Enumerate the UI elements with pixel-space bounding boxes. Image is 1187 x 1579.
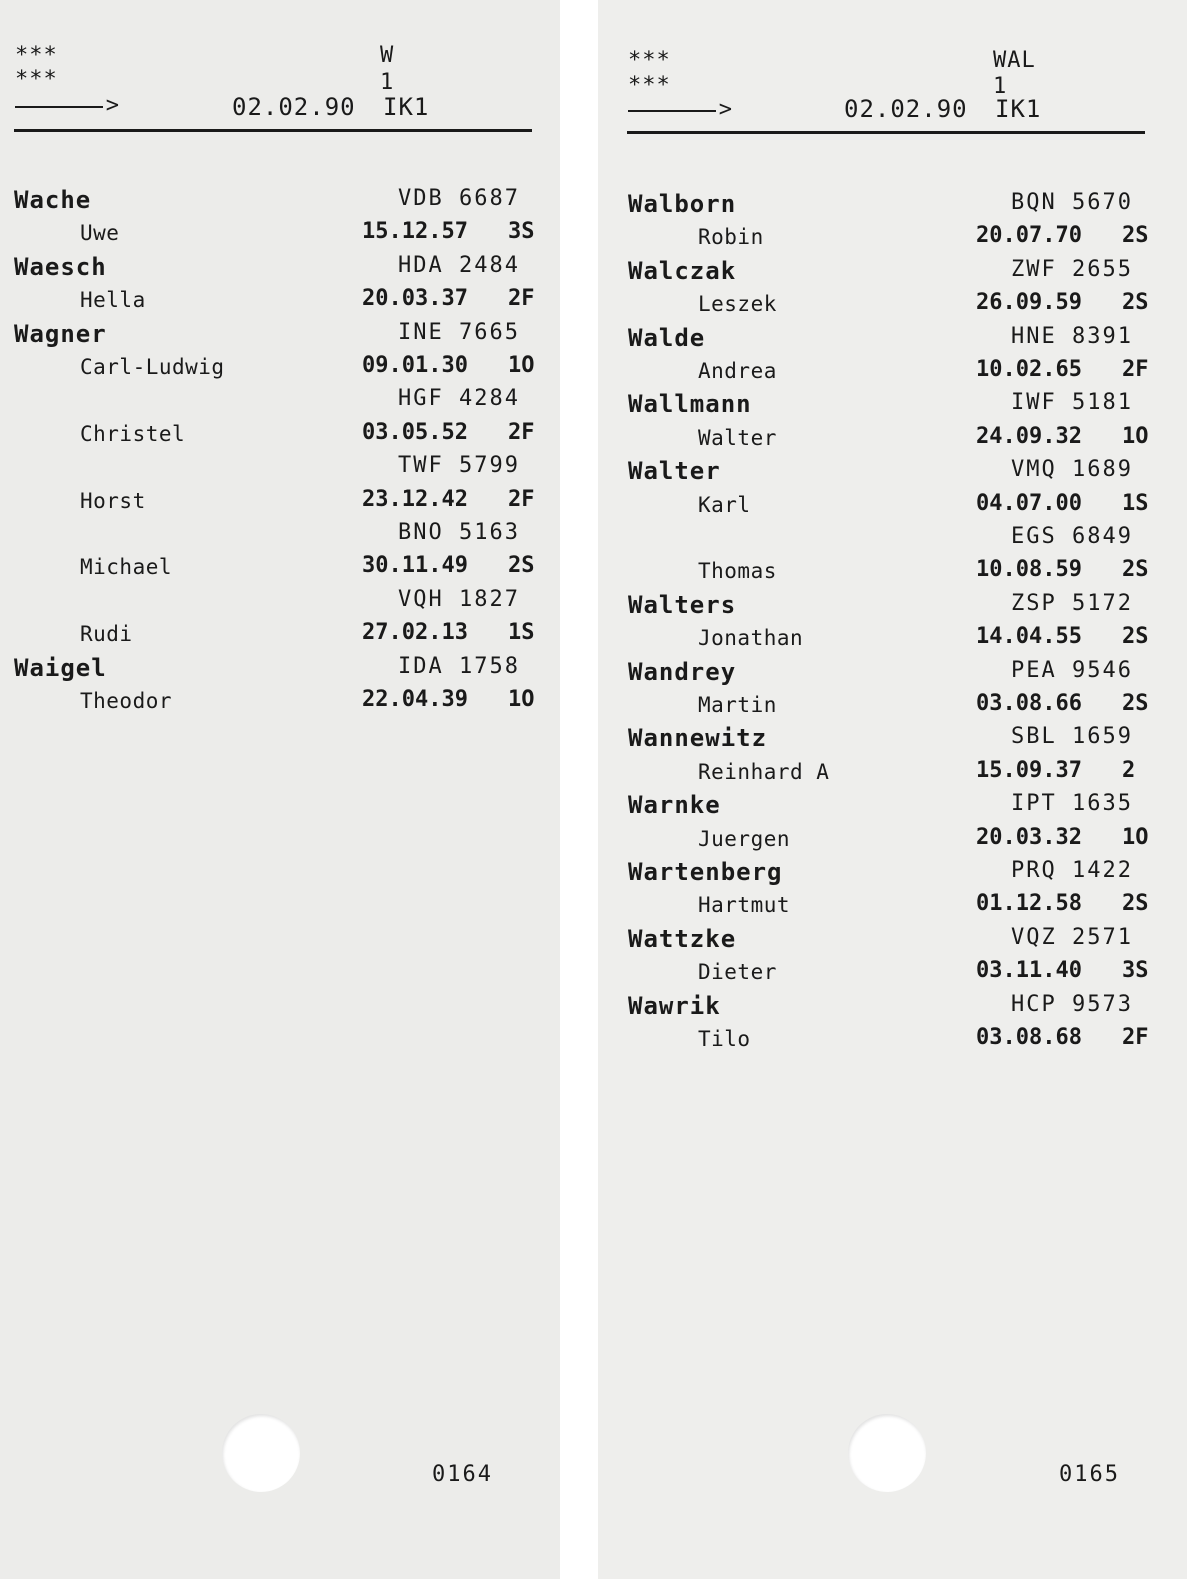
entry-detail-row (598, 557, 1187, 591)
entry-detail-row (598, 424, 1187, 458)
arrow-icon (15, 106, 103, 108)
entry-class: 2S (1122, 624, 1149, 650)
entry-code: INE 7665 (398, 319, 520, 345)
entry-class: 2F (508, 419, 535, 445)
entry-name-row (598, 791, 1187, 825)
entry-class: 2S (1122, 557, 1149, 583)
entry-detail-row (0, 553, 560, 587)
entry-code: HCP 9573 (1011, 991, 1133, 1017)
entry-given-name: Thomas (698, 559, 777, 584)
entry-surname: Walborn (628, 190, 737, 218)
header-code: IK1 (995, 95, 1042, 123)
entry-name-row (0, 253, 560, 287)
entry-detail-row (598, 357, 1187, 391)
entry-class: 1S (508, 620, 535, 646)
entry-birth-date: 04.07.00 (976, 490, 1082, 516)
entry-detail-row (598, 290, 1187, 324)
entry-detail-row (0, 420, 560, 454)
entry-given-name: Hartmut (698, 893, 791, 918)
entry-code: BNO 5163 (398, 520, 520, 545)
entry-surname: Waigel (14, 653, 107, 682)
header-number: 1 (380, 70, 395, 95)
entry-name-row (598, 925, 1187, 959)
entry-surname: Wawrik (628, 991, 721, 1020)
entry-name-row (598, 724, 1187, 758)
entry-surname: Wagner (14, 319, 107, 348)
entry-code: SBL 1659 (1011, 724, 1133, 750)
entry-surname: Walter (628, 457, 721, 486)
page-number: 0164 (432, 1462, 493, 1487)
page-gap (560, 0, 598, 1579)
entry-given-name: Reinhard A (698, 759, 830, 784)
entry-surname: Wartenberg (628, 858, 783, 886)
entry-name-row (598, 390, 1187, 424)
entry-given-name: Tilo (698, 1027, 751, 1051)
entry-code: EGS 6849 (1011, 524, 1133, 549)
header-number: 1 (993, 74, 1008, 99)
header-stars-2: *** (628, 73, 671, 98)
entry-code: IPT 1635 (1011, 791, 1133, 817)
entry-code: VDB 6687 (398, 186, 520, 211)
entry-birth-date: 24.09.32 (976, 423, 1082, 449)
entry-name-row (0, 520, 560, 554)
arrow-icon (628, 110, 716, 112)
entry-name-row (0, 320, 560, 354)
entry-birth-date: 22.04.39 (362, 687, 468, 712)
entry-detail-row (0, 286, 560, 320)
entry-birth-date: 20.03.37 (362, 286, 468, 312)
entry-name-row (0, 453, 560, 487)
entry-detail-row (598, 491, 1187, 525)
entry-surname: Wache (14, 186, 92, 214)
entry-class: 3S (1122, 958, 1149, 984)
entry-given-name: Martin (698, 693, 777, 717)
entry-given-name: Andrea (698, 359, 777, 383)
entry-class: 2S (1122, 223, 1149, 249)
entry-detail-row (598, 958, 1187, 992)
entry-code: HDA 2484 (398, 252, 520, 278)
header-date: 02.02.90 (232, 93, 356, 121)
entry-class: 2S (508, 553, 535, 579)
entry-birth-date: 10.02.65 (976, 357, 1082, 382)
entry-detail-row (598, 223, 1187, 257)
entry-name-row (598, 324, 1187, 358)
entry-given-name: Theodor (80, 689, 173, 713)
entry-birth-date: 10.08.59 (976, 557, 1082, 583)
entry-name-row (0, 587, 560, 621)
entry-surname: Warnke (628, 791, 721, 820)
entry-detail-row (598, 825, 1187, 859)
entry-class: 1O (1122, 824, 1149, 850)
entry-surname: Walczak (628, 256, 737, 285)
entry-code: VQZ 2571 (1011, 924, 1133, 950)
entry-birth-date: 15.12.57 (362, 219, 468, 245)
entry-surname: Wattzke (628, 924, 737, 953)
entry-surname: Waesch (14, 252, 107, 281)
entry-class: 2F (1122, 357, 1149, 382)
entry-detail-row (0, 219, 560, 253)
entry-birth-date: 03.05.52 (362, 419, 468, 445)
header-stars-1: *** (15, 43, 58, 68)
entry-birth-date: 01.12.58 (976, 891, 1082, 917)
page-right (598, 0, 1187, 1579)
header-rule (627, 131, 1145, 134)
entry-given-name: Robin (698, 225, 764, 250)
entry-given-name: Horst (80, 488, 146, 513)
entry-code: HNE 8391 (1011, 323, 1133, 349)
entry-code: BQN 5670 (1011, 190, 1133, 215)
entry-class: 2 (1122, 757, 1136, 783)
entry-class: 1O (508, 687, 535, 712)
page-left (0, 0, 560, 1579)
header-code: IK1 (383, 93, 430, 121)
page-number: 0165 (1059, 1462, 1120, 1487)
entry-class: 1O (508, 353, 535, 378)
entry-name-row (0, 654, 560, 688)
entry-name-row (598, 658, 1187, 692)
entry-code: IDA 1758 (398, 653, 520, 679)
entry-name-row (0, 386, 560, 420)
entry-birth-date: 20.07.70 (976, 223, 1082, 249)
entry-detail-row (0, 487, 560, 521)
entry-given-name: Christel (80, 421, 186, 446)
entry-code: HGF 4284 (398, 386, 520, 412)
entry-surname: Walters (628, 590, 737, 619)
entry-name-row (598, 591, 1187, 625)
entry-class: 2S (1122, 891, 1149, 917)
entry-code: VQH 1827 (398, 586, 520, 612)
entry-birth-date: 09.01.30 (362, 353, 468, 378)
entry-birth-date: 26.09.59 (976, 290, 1082, 316)
entry-surname: Wandrey (628, 657, 737, 686)
entry-class: 1O (1122, 423, 1149, 449)
header-letter: W (380, 43, 395, 68)
entry-class: 1S (1122, 490, 1149, 516)
entry-given-name: Uwe (80, 221, 120, 246)
entry-detail-row (598, 891, 1187, 925)
entry-class: 3S (508, 219, 535, 245)
entry-class: 2F (508, 486, 535, 512)
entry-code: IWF 5181 (1011, 390, 1133, 416)
entry-birth-date: 30.11.49 (362, 553, 468, 579)
entry-detail-row (0, 353, 560, 387)
entry-name-row (598, 190, 1187, 224)
entry-birth-date: 27.02.13 (362, 620, 468, 646)
header-stars-2: *** (15, 67, 58, 92)
punch-hole (848, 1414, 926, 1492)
entry-given-name: Rudi (80, 622, 133, 647)
entry-detail-row (598, 758, 1187, 792)
entry-given-name: Hella (80, 288, 146, 313)
entry-birth-date: 20.03.32 (976, 824, 1082, 850)
entry-given-name: Walter (698, 425, 777, 450)
entry-name-row (598, 257, 1187, 291)
entry-name-row (598, 457, 1187, 491)
entry-birth-date: 03.08.68 (976, 1025, 1082, 1050)
entry-given-name: Carl-Ludwig (80, 355, 225, 379)
entry-surname: Wallmann (628, 390, 752, 419)
entry-given-name: Jonathan (698, 626, 804, 651)
entry-detail-row (598, 691, 1187, 725)
entry-given-name: Michael (80, 555, 173, 580)
entry-given-name: Leszek (698, 292, 777, 317)
entry-name-row (598, 858, 1187, 892)
entry-code: TWF 5799 (398, 453, 520, 479)
entry-detail-row (598, 1025, 1187, 1059)
entry-code: PEA 9546 (1011, 657, 1133, 683)
punch-hole (222, 1414, 300, 1492)
entry-surname: Wannewitz (628, 724, 768, 753)
entry-code: ZWF 2655 (1011, 256, 1133, 282)
header-stars-1: *** (628, 48, 671, 73)
entry-given-name: Juergen (698, 826, 791, 851)
entry-birth-date: 15.09.37 (976, 757, 1082, 783)
entry-code: PRQ 1422 (1011, 858, 1133, 883)
entry-class: 2F (508, 286, 535, 312)
entry-class: 2F (1122, 1025, 1149, 1050)
entry-detail-row (598, 624, 1187, 658)
header-date: 02.02.90 (844, 95, 968, 123)
entry-code: ZSP 5172 (1011, 590, 1133, 616)
header-rule (14, 129, 532, 132)
entry-given-name: Karl (698, 492, 751, 517)
entry-birth-date: 14.04.55 (976, 624, 1082, 650)
entry-name-row (598, 992, 1187, 1026)
entry-given-name: Dieter (698, 960, 777, 985)
header-letter: WAL (993, 48, 1036, 73)
entry-birth-date: 23.12.42 (362, 486, 468, 512)
entry-code: VMQ 1689 (1011, 457, 1133, 483)
entry-birth-date: 03.11.40 (976, 958, 1082, 984)
entry-name-row (0, 186, 560, 220)
entry-detail-row (0, 687, 560, 721)
entry-detail-row (0, 620, 560, 654)
entry-birth-date: 03.08.66 (976, 691, 1082, 716)
entry-class: 2S (1122, 691, 1149, 716)
entry-name-row (598, 524, 1187, 558)
entry-class: 2S (1122, 290, 1149, 316)
entry-surname: Walde (628, 323, 706, 352)
